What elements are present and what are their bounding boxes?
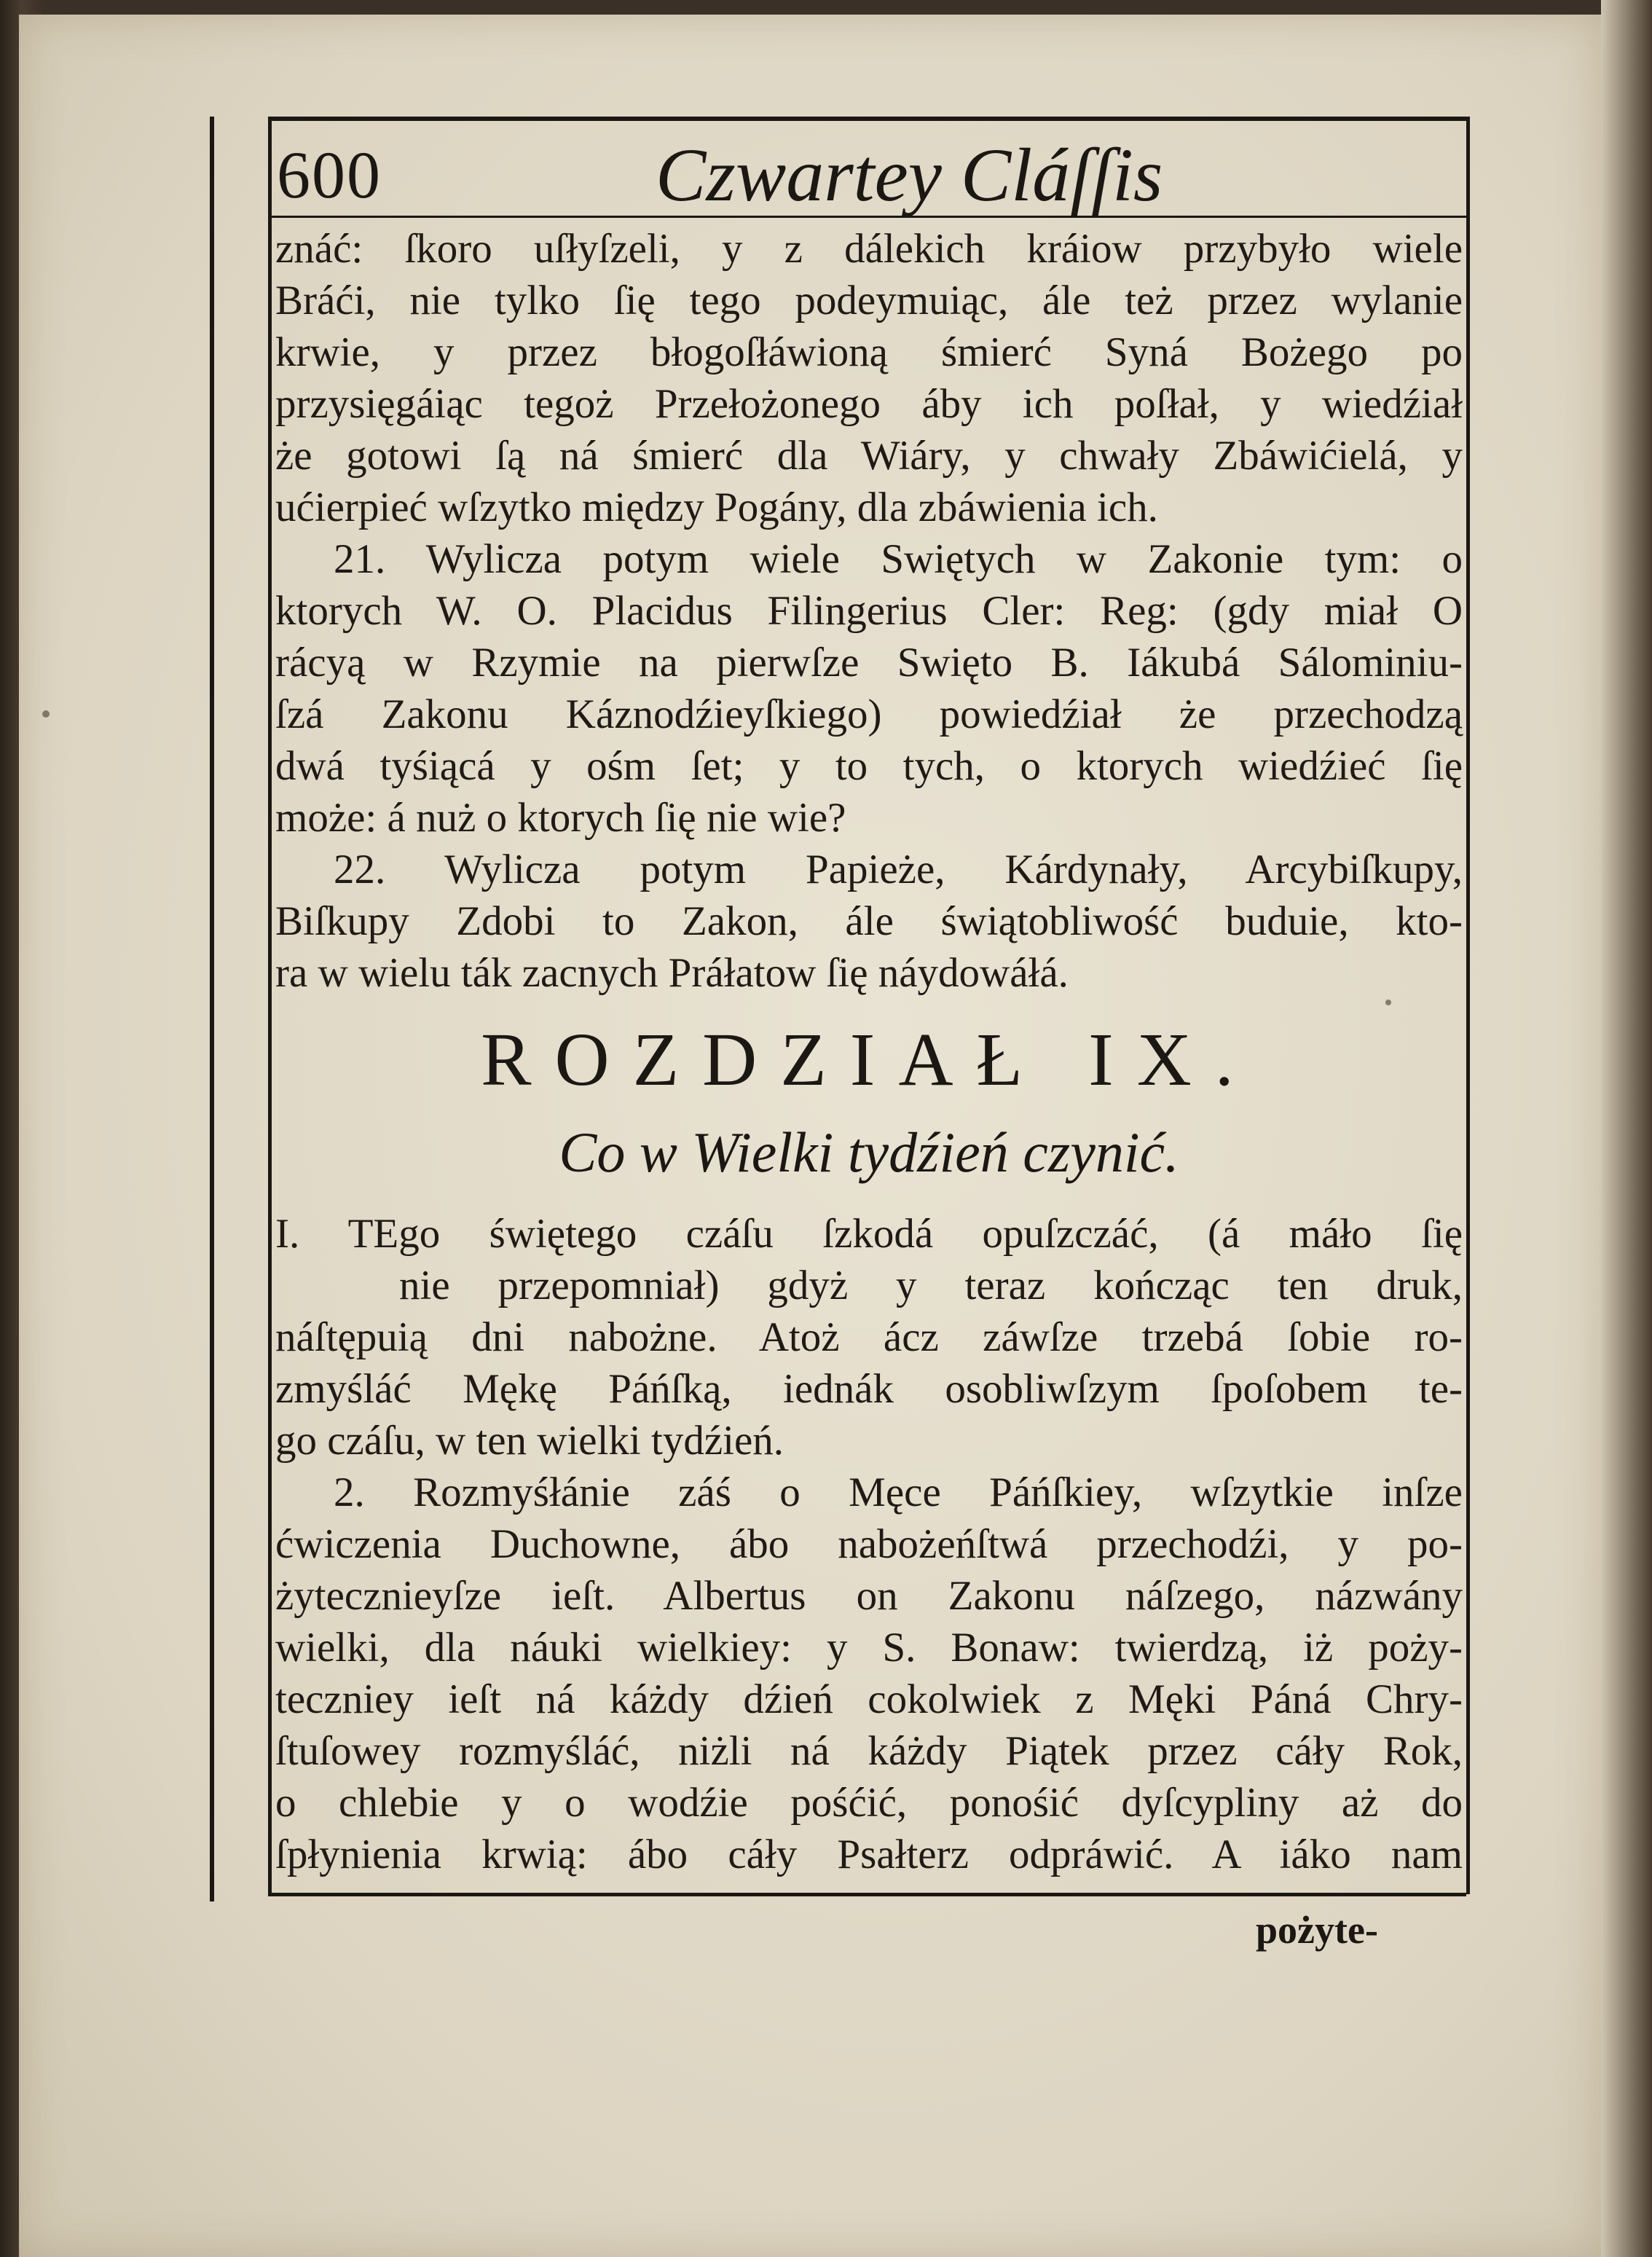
text-line: że gotowi ſą ná śmierć dla Wiáry, y chwały Zbáwićielá, y — [275, 433, 1463, 479]
text-line: nie przepomniał) gdyż y teraz kończąc ten druk, — [399, 1263, 1463, 1308]
catchword: pożyte- — [1256, 1908, 1378, 1952]
text-line: zmyśláć Mękę Páńſką, iednák osobliwſzym ſpoſobem te- — [275, 1366, 1463, 1412]
running-title: Czwartey Cláſſis — [656, 133, 1163, 217]
text-line: ſzá Zakonu Káznodźieyſkiego) powiedźiał że przechodzą — [275, 691, 1463, 737]
outer-rule-left — [210, 117, 214, 1901]
chapter-subtitle: Co w Wielki tydźień czynić. — [559, 1120, 1179, 1184]
text-line: dwá tyśiącá y ośm ſet; y to tych, o ktorych wiedźieć ſię — [275, 743, 1463, 789]
ink-spot — [42, 710, 50, 718]
text-line: żytecznieyſze ieſt. Albertus on Zakonu náſzego, názwány — [275, 1573, 1463, 1619]
bottom-rule — [268, 1893, 1466, 1896]
text-line: I. TEgo świętego czáſu ſzkodá opuſzczáć, (á máło ſię — [275, 1211, 1463, 1257]
text-line: ućierpieć wſzytko między Pogány, dla zbáwienia ich. — [275, 484, 1158, 530]
running-header — [277, 135, 1457, 222]
text-line: ſpłynienia krwią: ábo cáły Psałterz odpráwić. A iáko nam — [275, 1832, 1463, 1877]
body-text-top — [275, 223, 1463, 999]
text-line: Biſkupy Zdobi to Zakon, ále świątobliwość buduie, kto- — [275, 898, 1463, 944]
text-line: krwie, y przez błogoſłáwioną śmierć Syná Bożego po — [275, 329, 1463, 375]
text-line: go czáſu, w ten wielki tydźień. — [275, 1418, 784, 1464]
text-line: náſtępuią dni nabożne. Atoż ácz záwſze trzebá ſobie ro- — [275, 1314, 1463, 1360]
body-text-bottom — [275, 1208, 1463, 1880]
text-line: może: á nuż o ktorych ſię nie wie? — [275, 795, 846, 841]
text-line: ra w wielu ták zacnych Práłatow ſię náydowáłá. — [275, 950, 1069, 996]
text-line: 21. Wylicza potym wiele Swiętych w Zakonie tym: o — [334, 536, 1463, 582]
text-line: 2. Rozmyśłánie záś o Męce Páńſkiey, wſzytkie inſze — [334, 1469, 1463, 1515]
text-line: 22. Wylicza potym Papieże, Kárdynały, Arcybiſkupy, — [334, 847, 1463, 892]
chapter-title: ROZDZIAŁ IX. — [481, 1018, 1257, 1102]
page-number: 600 — [277, 138, 382, 212]
text-line: rácyą w Rzymie na pierwſze Swięto B. Iákubá Sálominiu- — [275, 640, 1463, 686]
text-line: znáć: ſkoro uſłyſzeli, y z dálekich kráiow przybyło wiele — [275, 226, 1463, 272]
text-line: Bráći, nie tylko ſię tego podeymuiąc, ále też przez wylanie — [275, 278, 1463, 323]
top-rule — [268, 117, 1466, 121]
ink-spot — [1385, 1000, 1391, 1005]
text-line: ſtuſowey rozmyśláć, niżli ná káżdy Piątek przez cáły Rok, — [275, 1728, 1463, 1774]
text-line: ćwiczenia Duchowne, ábo nabożeńſtwá przechodźi, y po- — [275, 1521, 1463, 1567]
text-line: wielki, dla náuki wielkiey: y S. Bonaw: twierdzą, iż poży- — [275, 1625, 1463, 1671]
text-line: o chlebie y o wodźie pośćić, ponośić dyſcypliny aż do — [275, 1780, 1463, 1826]
facing-page-edge — [1601, 0, 1652, 2257]
text-line: przysięgáiąc tegoż Przełożonego áby ich poſłał, y wiedźiał — [275, 381, 1463, 427]
text-line: ktorych W. O. Placidus Filingerius Cler: Reg: (gdy miał O — [275, 588, 1463, 634]
text-line: teczniey ieſt ná káżdy dźień cokolwiek z Męki Páná Chry- — [275, 1676, 1463, 1722]
